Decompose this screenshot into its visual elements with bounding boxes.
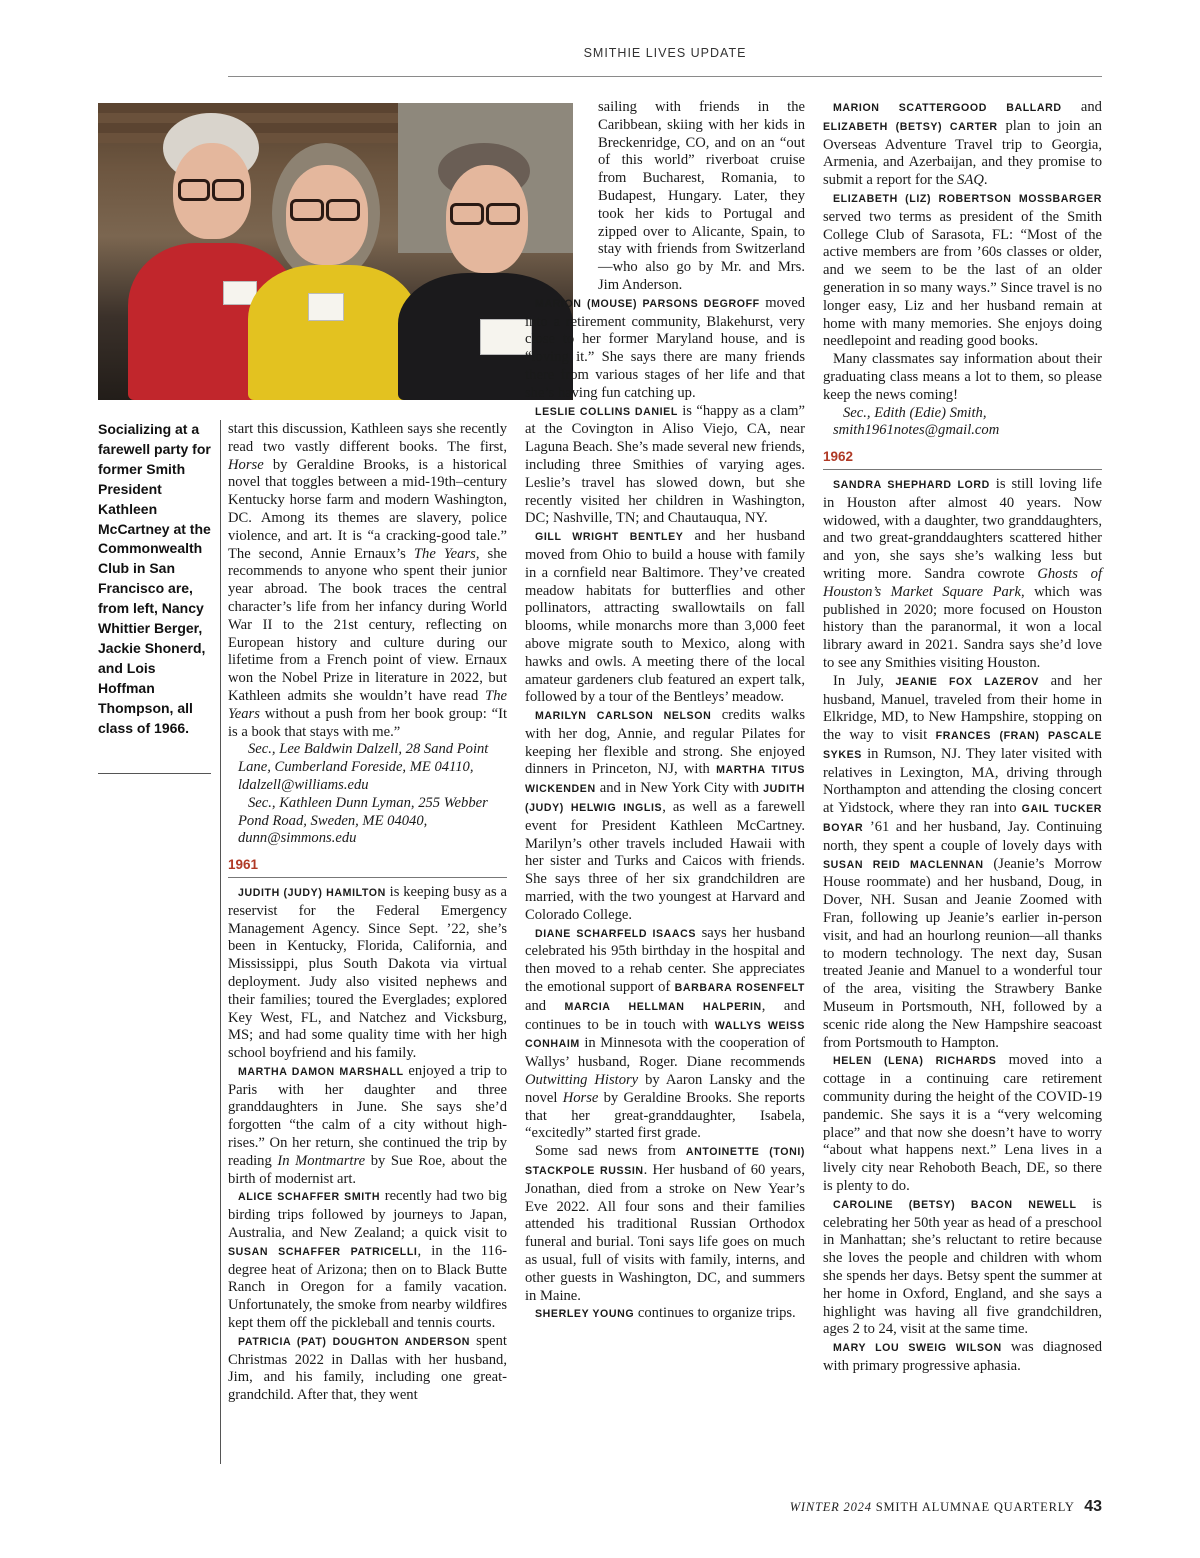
class-note: LESLIE COLLINS DANIEL is “happy as a clam” at the Covington in Aliso Viejo, CA, near Laguna Beach. She’s made several new friends, including three Smithies of varying ages. Leslie’s travel has slowed down, but she recently visited her children in Washington, DC; Nashville, TN; and Chautauqua, NY. — [525, 402, 806, 527]
paragraph: sailing with friends in the Caribbean, skiing with her kids in Breckenridge, CO, and on an “out of this world” riverboat cruise from Bucharest, Romania, to Budapest, Hungary. Later, they took her kids to Portugal and zipped over to Alicante, Spain, to stay with friends from Switzerland—who also go by Mr. and Mrs. Jim Anderson. — [598, 99, 805, 293]
column-1 — [228, 421, 507, 1405]
page-number: 43 — [1084, 1498, 1102, 1515]
class-year-heading: 1961 — [228, 856, 507, 878]
magazine-title: SMITH ALUMNAE QUARTERLY — [875, 1500, 1075, 1514]
photo-caption: Socializing at a farewell party for former Smith President Kathleen McCartney at the Commonwealth Club in San Francisco are, from left, Nancy Whittier Berger, Jackie Shonerd, and Lois Hoffman Thompson, all class of 1966. — [98, 421, 211, 736]
paragraph: start this discussion, Kathleen says she recently read two vastly different books. The first, Horse by Geraldine Brooks, is a historical novel that toggles between a mid-19th–century Kentucky horse farm and modern Washington, DC. Among its themes are slavery, police violence, and art. It is “a cracking-good tale.” The second, Annie Ernaux’s The Years, she recommends to anyone who spent their junior year abroad. The book traces the central character’s life from her infancy during World War II to the 21st century, reflecting on European history and culture during our lifetime from a French point of view. Ernaux won the Nobel Prize in literature in 2022, but Kathleen admits she wouldn’t have read The Years without a push from her book group: “It is a book that stays with me.” — [228, 421, 507, 740]
column-2 — [525, 99, 805, 1324]
paragraph: Many classmates say information about their graduating class means a lot to them, so please keep the news coming! — [823, 351, 1102, 403]
class-note: GILL WRIGHT BENTLEY and her husband moved from Ohio to build a house with family in a cornfield near Baltimore. They’ve created meadow habitats for butterflies and other pollinators, attracting swallowtails on fall blooms, while monarchs more than 3,000 feet above migrate south to Mexico, along with hawks and owls. A meeting there of the local amateur gardeners club featured an expert talk, followed by a tour of the Bentleys’ meadow. — [525, 528, 805, 706]
class-note: PATRICIA (PAT) DOUGHTON ANDERSON spent Christmas 2022 in Dallas with her husband, Jim, and his family, including one great-grandchild. After that, they went — [228, 1332, 507, 1404]
class-note: In July, JEANIE FOX LAZEROV and her husband, Manuel, traveled from their home in Elkridge, MD, to New Hampshire, stopping on the way to visit FRANCES (FRAN) PASCALE SYKES in Rumson, NJ. They later visited with relatives in Lexington, MA, driving through Northampton and attending the closing concert at Yidstock, where they ran into GAIL TUCKER BOYAR ’61 and her husband, Jay. Continuing north, they spent a couple of lovely days with SUSAN REID MACLENNAN (Jeanie’s Morrow House roommate) and her husband, Doug, in Dover, NH. Susan and Jeanie Zoomed with Fran, following up Jeanie’s earlier in-person visit, and had an hourlong reunion—all thanks to modern technology. The next day, Susan treated Jeanie and Manuel to a wonderful tour of the area, visiting the Strawbery Banke Museum in Portsmouth, NH, followed by a scenic ride along the New Hampshire seacoast from Portsmouth to Hampton. — [823, 672, 1103, 1051]
class-year-heading: 1962 — [823, 448, 1102, 470]
class-note: MARION SCATTERGOOD BALLARD and ELIZABETH (BETSY) CARTER plan to join an Overseas Adventure Travel trip to Georgia, Armenia, and Azerbaijan, and they promise to submit a report for the SAQ. — [823, 99, 1102, 189]
party-photo — [98, 103, 573, 400]
issue-date: WINTER 2024 — [789, 1500, 872, 1514]
class-note: SHERLEY YOUNG continues to organize trips. — [535, 1305, 796, 1322]
header-rule — [228, 76, 1102, 77]
class-secretary: Sec., Edith (Edie) Smith, smith1961notes@gmail.com — [833, 404, 1000, 439]
class-note: MARTHA DAMON MARSHALL enjoyed a trip to Paris with her daughter and three granddaughters in June. She says she’d forgotten “the calm of a city without high-rises.” On her return, she continued the trip by reading In Montmartre by Sue Roe, about the birth of modernist art. — [228, 1062, 507, 1187]
class-note: MARION (MOUSE) PARSONS DEGROFF moved into a retirement community, Blakehurst, very close to her former Maryland house, and is “loving it.” She says there are many friends there from various stages of her life and that she’s having fun catching up. — [525, 294, 805, 401]
column-3 — [823, 99, 1102, 1376]
class-note: ALICE SCHAFFER SMITH recently had two big birding trips followed by journeys to Japan, Australia, and New Zealand; a quick visit to SUSAN SCHAFFER PATRICELLI, in the 116-degree heat of Arizona; then on to Black Butte Ranch in Oregon for a family vacation. Unfortunately, the smoke from nearby wildfires kept them off the pickleball and tennis courts. — [228, 1188, 507, 1332]
class-note: MARY LOU SWEIG WILSON was diagnosed with primary progressive aphasia. — [823, 1339, 1102, 1374]
caption-rule — [98, 773, 211, 774]
class-note: MARILYN CARLSON NELSON credits walks with her dog, Annie, and regular Pilates for keeping her flexible and strong. She enjoyed dinners in Princeton, NJ, with MARTHA TITUS WICKENDEN and in New York City with JUDITH (JUDY) HELWIG INGLIS, as well as a farewell event for President Kathleen McCartney. Marilyn’s other travels included Hawaii with her sister and Turks and Caicos with friends. She says three of her six grandchildren are married, with the two youngest at Harvard and Colorado College. — [525, 707, 806, 923]
column-divider — [220, 420, 221, 1464]
class-secretary: Sec., Kathleen Dunn Lyman, 255 Webber Pond Road, Sweden, ME 04040, dunn@simmons.edu — [238, 794, 488, 847]
running-head: SMITHIE LIVES UPDATE — [583, 46, 747, 60]
class-note: CAROLINE (BETSY) BACON NEWELL is celebrating her 50th year as head of a preschool in Manhattan; she’s reluctant to retire because she loves the people and children with whom she spends her days. Betsy spent the summer at her home in Oxford, England, and she says a highlight was having all five grandchildren, ages 2 to 24, visit at the same time. — [823, 1195, 1102, 1338]
photo-person-middle — [248, 143, 418, 400]
photo-wrap-block — [598, 99, 805, 295]
class-note: SANDRA SHEPHARD LORD is still loving life in Houston after almost 40 years. Now widowed, with a daughter, two granddaughters, and two great-granddaughters scattered hither and yon, she says she’s walking less but writing more. Sandra cowrote Ghosts of Houston’s Market Square Park, which was published in 2020; more focused on Houston history than the paranormal, it won a local library award in 2021. Sandra says she’d love to see any Smithies visiting Houston. — [823, 475, 1102, 671]
class-secretary: Sec., Lee Baldwin Dalzell, 28 Sand Point Lane, Cumberland Foreside, ME 04110, ldalzell@williams.edu — [238, 741, 489, 793]
class-note: Some sad news from ANTOINETTE (TONI) STACKPOLE RUSSIN. Her husband of 60 years, Jonathan, died from a stroke on New Year’s Eve 2022. All four sons and their families attended his traditional Russian Orthodox funeral and burial. Toni says life goes on much as usual, full of visits with family, interns, and other guests in Washington, DC, and summers in Maine. — [525, 1143, 805, 1304]
class-note: DIANE SCHARFELD ISAACS says her husband celebrated his 95th birthday in the hospital and then moved to a rehab center. She appreciates the emotional support of BARBARA ROSENFELT and MARCIA HELLMAN HALPERIN, and continues to be in touch with WALLYS WEISS CONHAIM in Minnesota with the cooperation of Wallys’ husband, Roger. Diane recommends Outwitting History by Aaron Lansky and the novel Horse by Geraldine Brooks. She reports that her great-granddaughter, Isabela, “excitedly” started first grade. — [525, 924, 805, 1142]
class-note: HELEN (LENA) RICHARDS moved into a cottage in a continuing care retirement community during the height of the COVID-19 pandemic. She says it is a “very welcoming place” and that now she doesn’t have to worry “about what happens next.” Lena lives in a lively city near Rehoboth Beach, DE, so there is plenty to do. — [823, 1052, 1102, 1195]
class-note: ELIZABETH (LIZ) ROBERTSON MOSSBARGER served two terms as president of the Smith College Club of Sarasota, FL: “Most of the active members are from ’60s classes or older, and we seem to be the last of an older generation in so many ways.” Since travel is no longer easy, Liz and her husband remain at home with many memories. She enjoys doing needlepoint and reading good books. — [823, 192, 1102, 350]
page-footer — [790, 1498, 1102, 1516]
class-note: JUDITH (JUDY) HAMILTON is keeping busy as a reservist for the Federal Emergency Management Agency. Since Sept. ’22, she’s been in Kentucky, Florida, California, and Mississippi, plus South Dakota via virtual deployment. Judy also visited nephews and their families; toured the Everglades; explored Key West, FL, and Natchez and Vicksburg, MS; and had some quality time with her high school boyfriend and his family. — [228, 883, 507, 1062]
